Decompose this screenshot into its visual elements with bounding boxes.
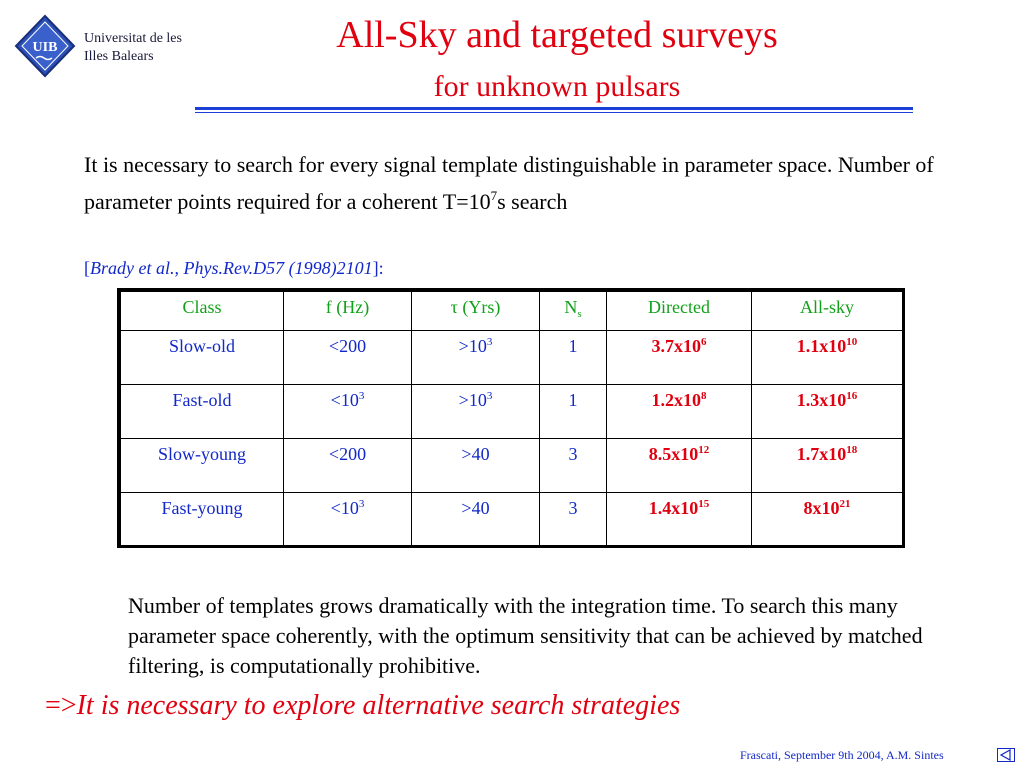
header-class: Class	[121, 292, 284, 331]
intro-exponent: 7	[490, 188, 498, 203]
table-row	[121, 439, 903, 493]
cell-tau: $>10^3$	[412, 331, 540, 385]
reference-open: [	[84, 258, 90, 278]
cell-ns: 3	[540, 493, 607, 547]
cell-allsky: $8x10^{21}$	[752, 493, 903, 547]
cell-ns: 1	[540, 385, 607, 439]
cell-frequency: <200	[284, 439, 412, 493]
intro-paragraph	[84, 146, 994, 220]
slide-subtitle: for unknown pulsars	[433, 70, 681, 103]
header-ns-sub: s	[577, 308, 582, 320]
intro-text-end: s search	[497, 189, 568, 214]
conclusion-line	[45, 690, 680, 722]
conclusion-arrow: =>	[45, 690, 77, 721]
table-header-row	[121, 292, 903, 331]
slide-title: All-Sky and targeted surveys	[336, 14, 778, 56]
cell-class: Slow-young	[121, 439, 284, 493]
reference	[84, 258, 384, 279]
templates-paragraph: Number of templates grows dramatically with the integration time. To search this many parameter space coherently, with the optimum sensitivity that can be achieved by matched filtering, is computationally prohibitive.	[128, 593, 923, 678]
header-directed: Directed	[607, 292, 752, 331]
university-line-2: Illes Balears	[84, 49, 154, 64]
template-count-table	[117, 288, 905, 548]
cell-tau: >40	[412, 493, 540, 547]
cell-allsky: $1.1x10^{10}$	[752, 331, 903, 385]
title-underline-thick	[195, 107, 913, 110]
cell-allsky: $1.3x10^{16}$	[752, 385, 903, 439]
cell-ns: 1	[540, 331, 607, 385]
cell-directed: $3.7x10^6$	[607, 331, 752, 385]
header-allsky: All-sky	[752, 292, 903, 331]
cell-allsky: $1.7x10^{18}$	[752, 439, 903, 493]
cell-frequency: $<10^3$	[284, 493, 412, 547]
cell-class: Slow-old	[121, 331, 284, 385]
header-frequency: f (Hz)	[284, 292, 412, 331]
cell-directed: $8.5x10^{12}$	[607, 439, 752, 493]
cell-class: Fast-young	[121, 493, 284, 547]
cell-directed: $1.2x10^8$	[607, 385, 752, 439]
cell-frequency: <200	[284, 331, 412, 385]
logo-text: UIB	[32, 40, 58, 55]
table-row	[121, 493, 903, 547]
cell-ns: 3	[540, 439, 607, 493]
reference-close: ]:	[372, 258, 384, 278]
table-row	[121, 385, 903, 439]
reference-citation[interactable]: Brady et al., Phys.Rev.D57 (1998)2101	[90, 258, 373, 278]
cell-frequency: $<10^3$	[284, 385, 412, 439]
conclusion-text: It is necessary to explore alternative search strategies	[76, 690, 681, 721]
cell-tau: $>10^3$	[412, 385, 540, 439]
university-line-1: Universitat de les	[84, 31, 182, 46]
table-row	[121, 331, 903, 385]
footer-text: Frascati, September 9th 2004, A.M. Sintes	[740, 748, 944, 762]
cell-directed: $1.4x10^{15}$	[607, 493, 752, 547]
title-underline-thin	[195, 112, 913, 113]
header-ns	[540, 292, 607, 331]
back-arrow-icon[interactable]	[997, 748, 1015, 762]
cell-class: Fast-old	[121, 385, 284, 439]
intro-text: It is necessary to search for every signal template distinguishable in parameter space. Number of parameter points required for a coherent T=10	[84, 152, 934, 214]
header-tau: τ (Yrs)	[412, 292, 540, 331]
cell-tau: >40	[412, 439, 540, 493]
header-ns-base: N	[564, 297, 578, 317]
